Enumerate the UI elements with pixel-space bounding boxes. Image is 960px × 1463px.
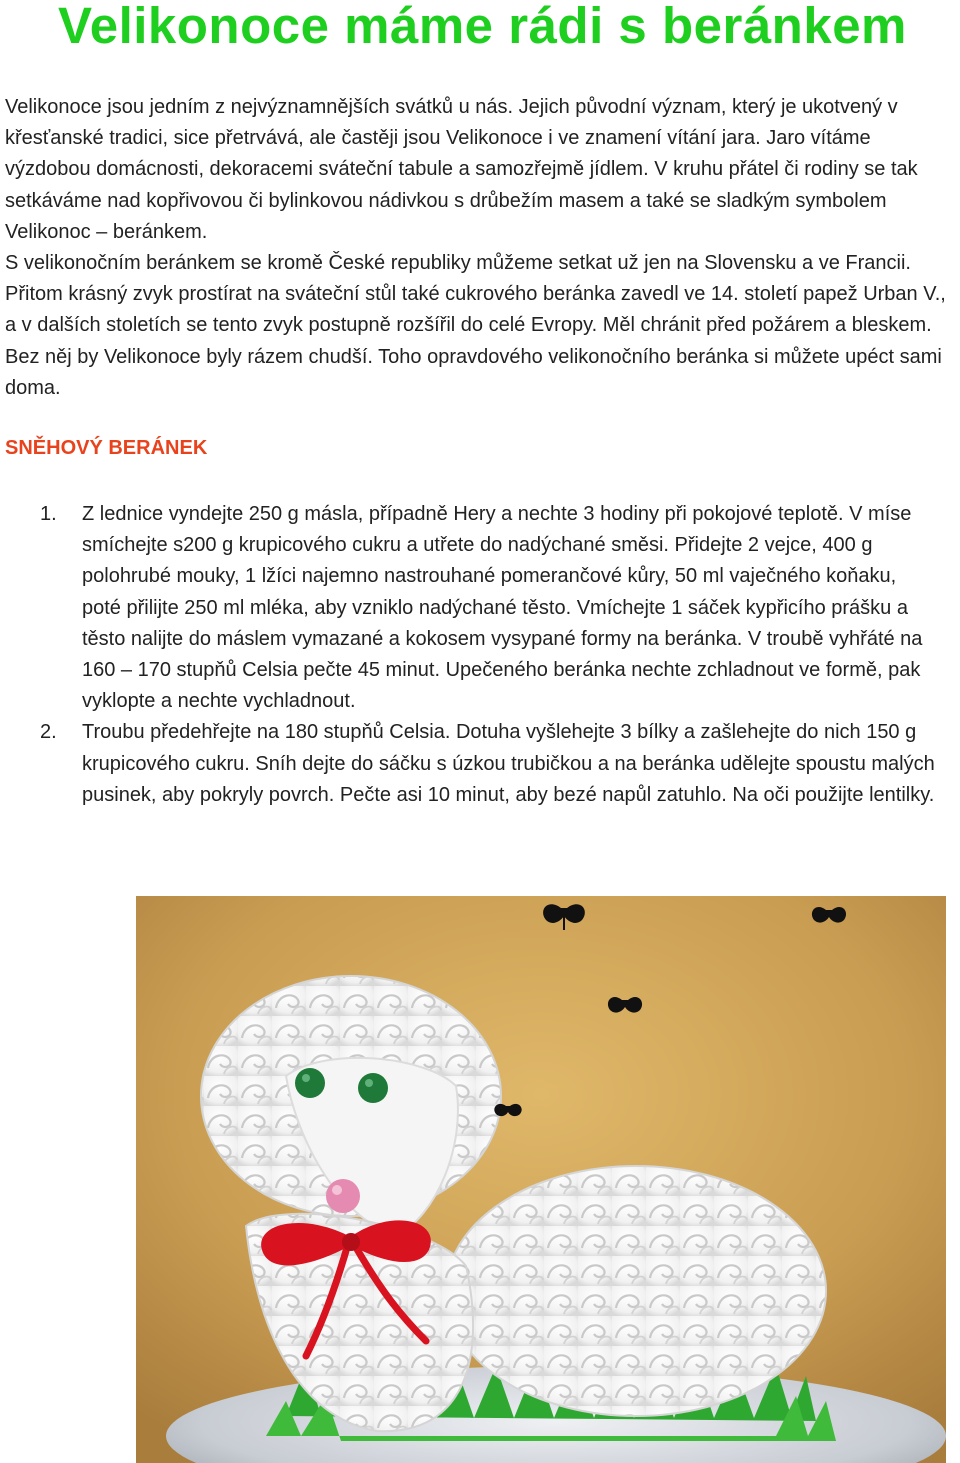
recipe-heading: SNĚHOVÝ BERÁNEK bbox=[5, 437, 208, 459]
recipe-step bbox=[0, 717, 960, 811]
step-number: 2. bbox=[40, 721, 57, 744]
lamb-eye-right bbox=[358, 1073, 388, 1103]
intro-paragraph: S velikonočním beránkem se kromě České republiky můžeme setkat už jen na Slovensku a ve Francii. Přitom krásný zvyk prostírat na sváteční stůl také cukrového beránka zavedl ve 14. století papež Urban V., a v dalších stoletích se tento zvyk postupně rozšířil do celé Evropy. Měl chránit před požárem a bleskem. Bez něj by Velikonoce byly rázem chudší. Toho opravdového velikonočního beránka si můžete upéct sami doma. bbox=[5, 252, 946, 399]
recipe-steps bbox=[0, 499, 960, 811]
lamb-eye-left bbox=[295, 1068, 325, 1098]
lamb-cake-photo bbox=[136, 896, 946, 1463]
lamb-body bbox=[446, 1166, 826, 1416]
recipe-step bbox=[0, 499, 960, 717]
intro-text bbox=[5, 92, 960, 404]
lamb-nose bbox=[326, 1179, 360, 1213]
step-text: Troubu předehřejte na 180 stupňů Celsia. Dotuha vyšlehejte 3 bílky a zašlehejte do nich 150 g krupicového cukru. Sníh dejte do sáčku s úzkou trubičkou a na beránka udělejte spoustu malých pusinek, aby pokryly povrch. Pečte asi 10 minut, aby bezé napůl zatuhlo. Na oči použijte lentilky. bbox=[82, 721, 935, 806]
step-number: 1. bbox=[40, 503, 57, 525]
page-title: Velikonoce máme rádi s beránkem bbox=[58, 0, 907, 54]
intro-paragraph: Velikonoce jsou jedním z nejvýznamnějších svátků u nás. Jejich původní význam, který je ukotvený v křesťanské tradici, sice přetrvává, ale častěji jsou Velikonoce i ve znamení vítání jara. Jaro vítáme výzdobou domácnosti, dekoracemi sváteční tabule a samozřejmě jídlem. V kruhu přátel či rodiny se tak setkáváme nad kopřivovou či bylinkovou nádivkou s drůbežím masem a také se sladkým symbolem Velikonoc – beránkem. bbox=[5, 96, 918, 243]
step-text: Z lednice vyndejte 250 g másla, případně Hery a nechte 3 hodiny při pokojové teplotě. V míse smíchejte s200 g krupicového cukru a utřete do nadýchané směsi. Přidejte 2 vejce, 400 g polohrubé mouky, 1 lžíci najemno nastrouhané pomerančové kůry, 50 ml vaječného koňaku, poté přilijte 250 ml mléka, aby vzniklo nadýchané těsto. Vmíchejte 1 sáček kypřicího prášku a těsto nalijte do máslem vymazané a kokosem vysypané formy na beránka. V troubě vyhřáté na 160 – 170 stupňů Celsia pečte 45 minut. Upečeného beránka nechte zchladnout ve formě, pak vyklopte a nechte vychladnout. bbox=[82, 503, 923, 713]
